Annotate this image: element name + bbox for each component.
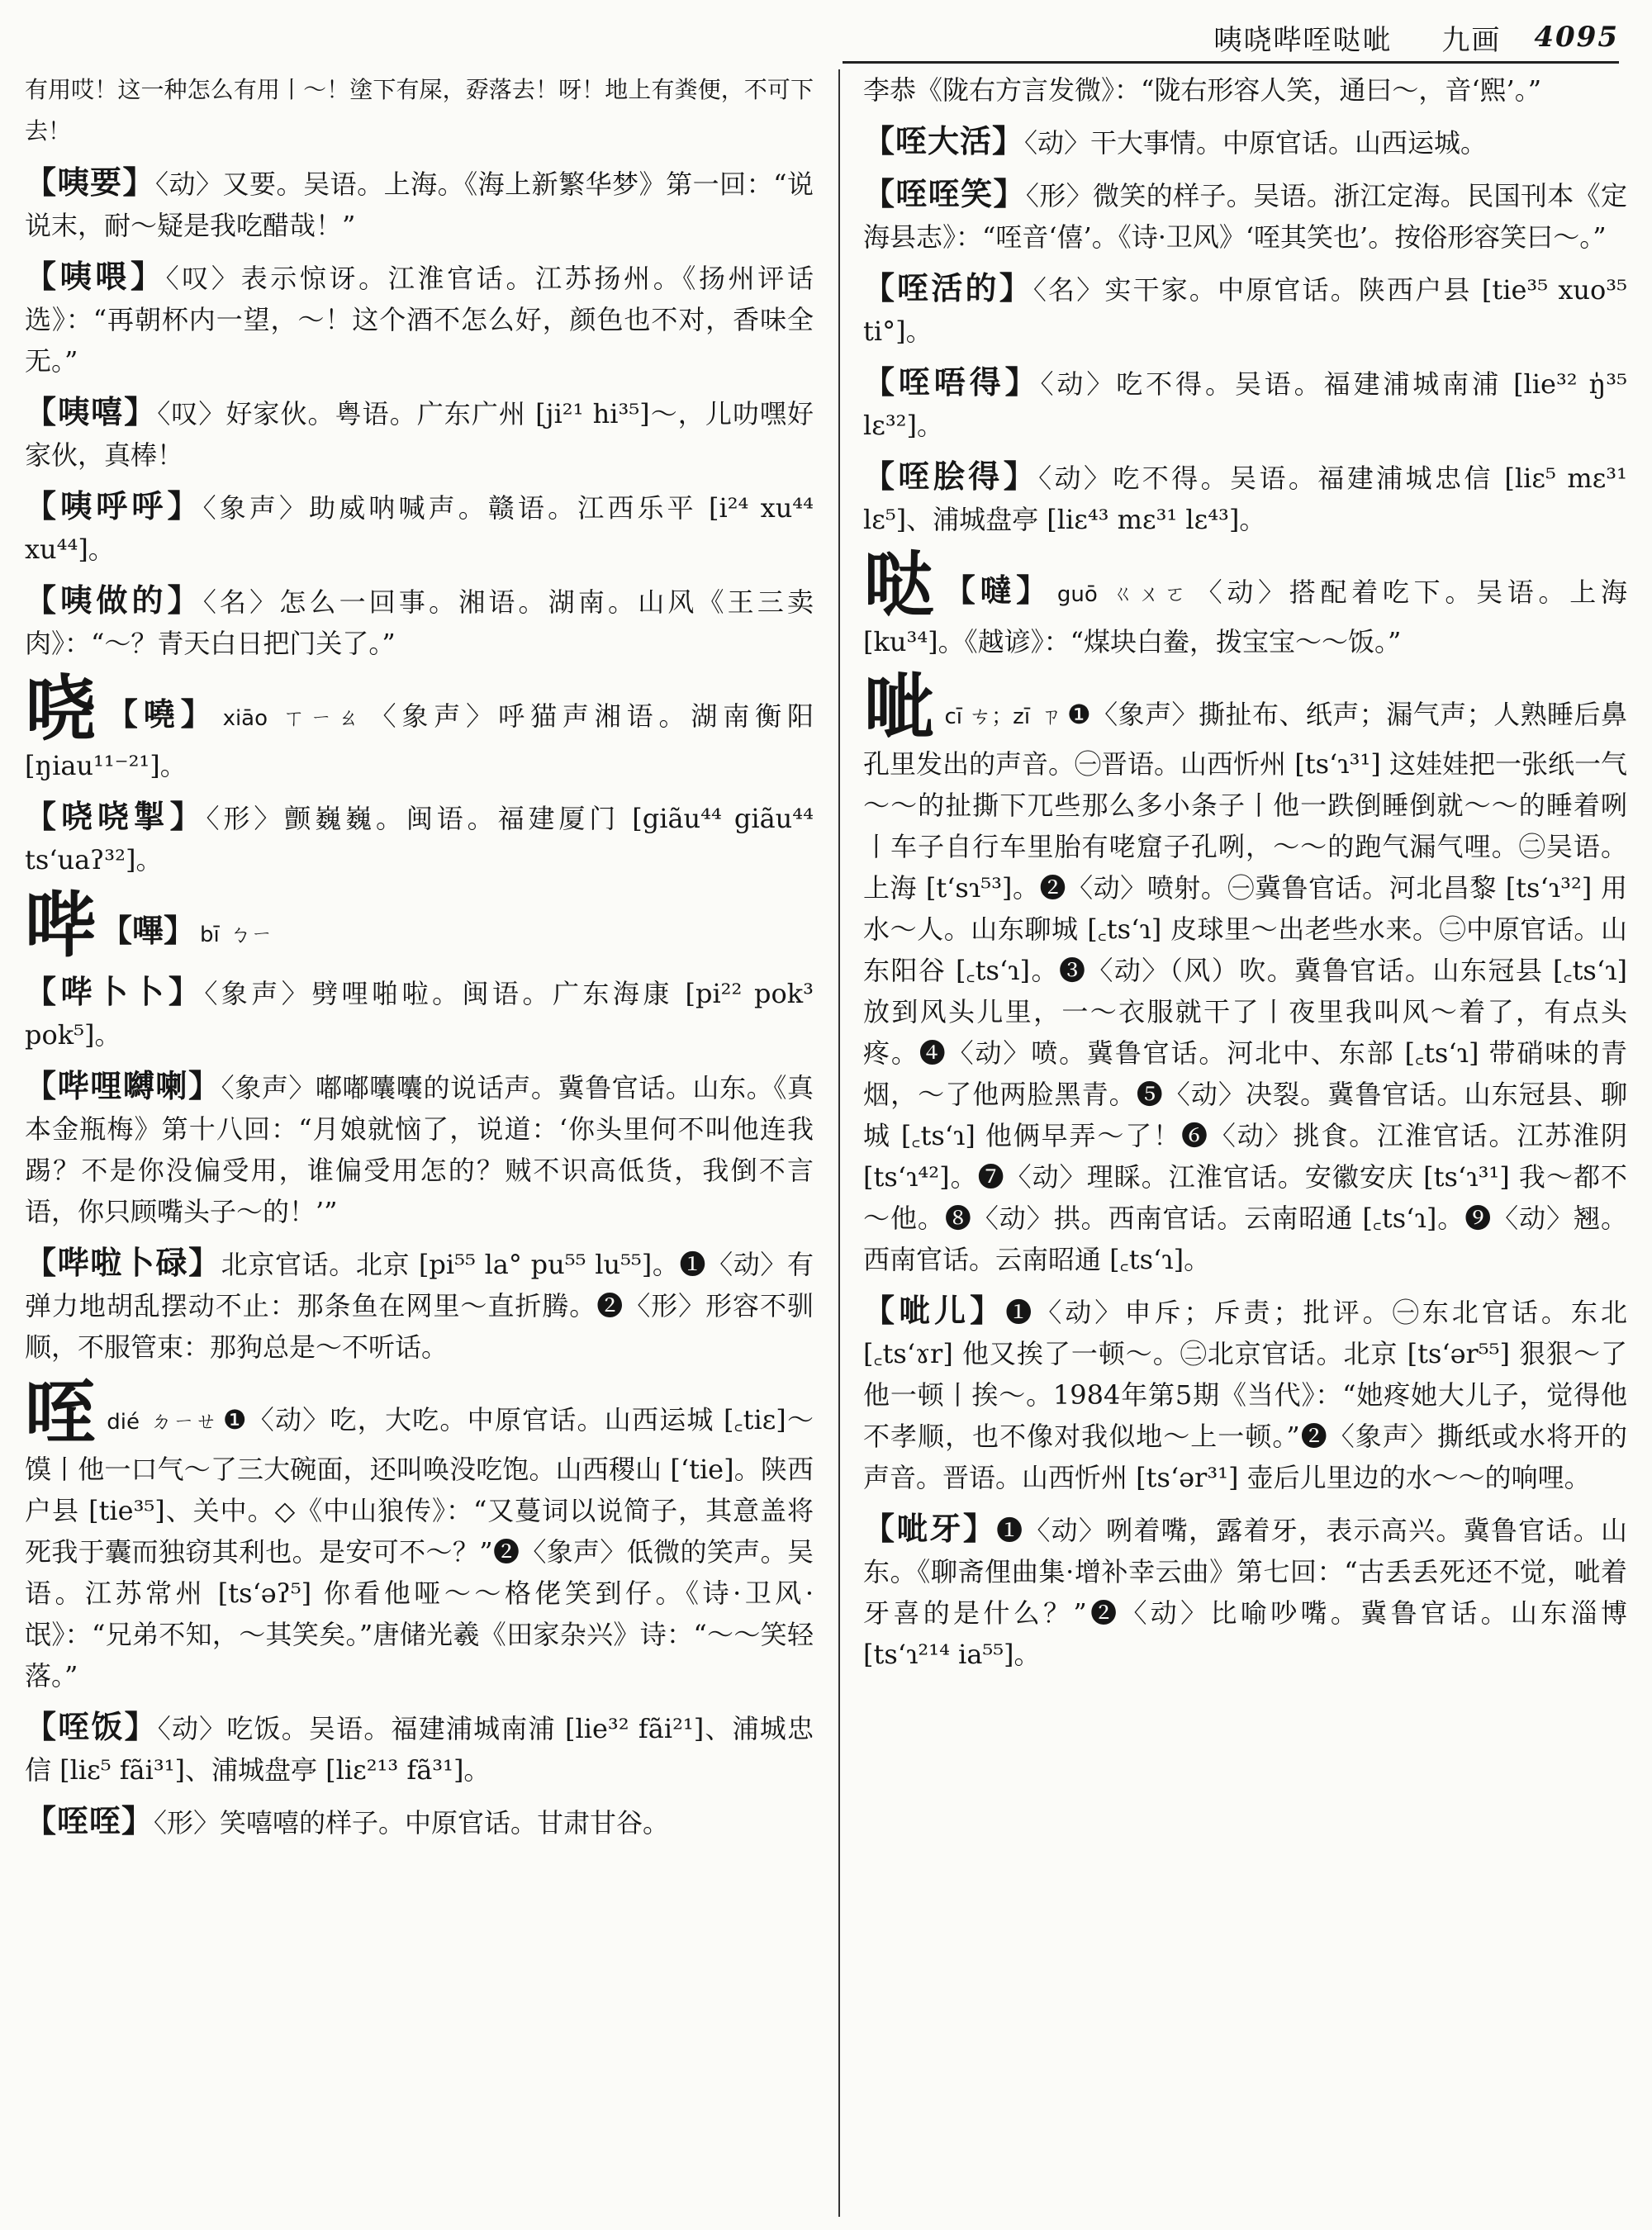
sub-entry	[863, 268, 1627, 352]
pinyin: xiāo	[222, 706, 268, 731]
entry-definition: 〈叹〉表示惊讶。江淮官话。江苏扬州。《扬州评话选》：“再朝杯内一望，～！这个酒不怎么好，颜色也不对，香味全无。”	[25, 263, 814, 377]
sub-entry	[25, 1706, 814, 1791]
entry-headword: 【 咥咥笑 】	[863, 175, 1026, 212]
sub-entry	[25, 1065, 814, 1232]
entry-definition: 北京官话。北京 [pi⁵⁵ la° pu⁵⁵ lu⁵⁵]。❶〈动〉有弹力地胡乱摆动不止：那条鱼在网里～直折腾。❷〈形〉形容不驯顺，不服管束：那狗总是～不听话。	[25, 1249, 814, 1363]
entry-character: 哔	[25, 884, 96, 967]
entry-headword: 【 哓哓掣 】	[25, 798, 206, 835]
entry-headword: 【 咦做的 】	[25, 581, 203, 619]
pinyin: bī	[200, 923, 220, 947]
sub-entry	[25, 1801, 814, 1843]
page-number: 4095	[1534, 21, 1619, 54]
entry-headword: 【 呲儿 】	[863, 1292, 1005, 1329]
entry-definition: 〈形〉笑嘻嘻的样子。中原官话。甘肃甘谷。	[154, 1807, 670, 1839]
entry-headword: 【 咦喂 】	[25, 258, 166, 295]
entry-headword: 【 咥咥 】	[25, 1802, 154, 1839]
entry-definition: 〈形〉颤巍巍。闽语。福建厦门 [giãu⁴⁴ giãu⁴⁴ ts‘uaʔ³²]。	[25, 803, 814, 875]
entry-definition: 〈象声〉助威呐喊声。赣语。江西乐平 [i²⁴ xu⁴⁴ xu⁴⁴]。	[25, 492, 814, 565]
main-entry	[25, 667, 814, 786]
sub-entry	[863, 1290, 1627, 1498]
entry-headword: 【 哔卜卜 】	[25, 973, 204, 1010]
entry-character: 哓	[25, 667, 102, 751]
entry-definition: 〈名〉实干家。中原官话。陕西户县 [tie³⁵ xuo³⁵ ti°]。	[863, 274, 1627, 347]
zhuyin: ㄍㄨㄛ	[1107, 582, 1191, 607]
entry-headword: 【 咦呼呼 】	[25, 487, 203, 524]
entry-definition: 〈象声〉嘟嘟囔囔的说话声。冀鲁官话。山东。《真本金瓶梅》第十八回：“月娘就恼了，说道：‘你头里何不叫他连我踢？不是你没偏受用，谁偏受用怎的？贼不识高低货，我倒不言语，你只顾嘴头子～的！’”	[25, 1072, 814, 1227]
entry-definition: 〈动〉吃饭。吴语。福建浦城南浦 [lie³² fãi²¹]、浦城忠信 [liɛ⁵ fãi³¹]、浦城盘亭 [liɛ²¹³ fã³¹]。	[25, 1713, 814, 1786]
sub-entry	[25, 796, 814, 880]
entry-definition: 〈动〉吃不得。吴语。福建浦城南浦 [lie³² ŋ̍³⁵ lɛ³²]。	[863, 368, 1627, 441]
entry-headword: 【 咥脍得 】	[863, 458, 1038, 495]
left-column	[25, 69, 814, 2217]
sub-entry	[25, 486, 814, 570]
zhuyin: ㄅㄧ	[229, 923, 273, 947]
entry-headword: 【 咥大活 】	[863, 122, 1024, 159]
entry-headword: 【 咥活的 】	[863, 269, 1033, 306]
main-entry	[863, 543, 1627, 662]
entry-definition: 〈象声〉劈哩啪啦。闽语。广东海康 [pi²² pok³ pok⁵]。	[25, 978, 814, 1051]
entry-character: 哒	[863, 543, 939, 627]
entry-character: 呲	[863, 666, 935, 749]
sub-entry	[25, 391, 814, 476]
entry-headword: 【 哔啦卜碌 】	[25, 1244, 221, 1281]
entry-headword: 【 咥饭 】	[25, 1708, 158, 1745]
entry-headword: 【 咦嘻 】	[25, 393, 157, 430]
column-divider	[838, 69, 840, 2217]
traditional-form: 【 噠 】	[944, 572, 1052, 609]
entry-character: 咥	[25, 1371, 97, 1454]
continuation-text: 李恭《陇右方言发微》：“陇右形容人笑，通曰～，音‘熙’。”	[863, 74, 1542, 106]
left-entries	[25, 162, 814, 1843]
entry-definition: 〈叹〉好家伙。粤语。广东广州 [ji²¹ hi³⁵]～，儿叻嘿好家伙，真棒！	[25, 398, 814, 471]
pinyin: cī ㄘ；zī	[944, 705, 1031, 729]
entry-headword: 【 咥唔得 】	[863, 363, 1041, 401]
sub-entry	[863, 456, 1627, 540]
pinyin: guō	[1056, 582, 1098, 607]
zhuyin: ㄗ	[1040, 705, 1062, 729]
entry-definition: ❶〈象声〉撕扯布、纸声；漏气声；人熟睡后鼻孔里发出的声音。㊀晋语。山西忻州 [ts‘ɿ³¹] 这娃娃把一张纸一气～～的扯撕下兀些那么多小条子丨他一跌倒睡倒就～～的睡着咧丨车子自行车里胎有咾窟子孔咧，～～的跑气漏气哩。㊁吴语。上海 [t‘sɿ⁵³]。❷〈动〉喷射。㊀冀鲁官话。河北昌黎 [ts‘ɿ³²] 用水～人。山东聊城 [꜀ts‘ɿ] 皮球里～出老些水来。㊁中原官话。山东阳谷 [꜀ts‘ɿ]。❸〈动〉（风）吹。冀鲁官话。山东冠县 [꜀ts‘ɿ] 放到风头儿里，一～衣服就干了丨夜里我叫风～着了，有点头疼。❹〈动〉喷。冀鲁官话。河北中、东部 [꜀ts‘ɿ] 带硝味的青烟，～了他两脸黑青。❺〈动〉决裂。冀鲁官话。山东冠县、聊城 [꜀ts‘ɿ] 他俩早弄～了！❻〈动〉挑食。江淮官话。江苏淮阴 [ts‘ɿ⁴²]。❼〈动〉理睬。江淮官话。安徽安庆 [ts‘ɿ³¹] 我～都不～他。❽〈动〉拱。西南官话。云南昭通 [꜀ts‘ɿ]。❾〈动〉翘。西南官话。云南昭通 [꜀ts‘ɿ]。	[863, 699, 1627, 1275]
header-section: 九画	[1441, 23, 1502, 57]
entry-headword: 【 呲牙 】	[863, 1510, 996, 1547]
zhuyin: ㄒㄧㄠ	[278, 706, 365, 731]
sub-entry	[25, 162, 814, 246]
sub-entry	[25, 971, 814, 1056]
entry-definition: 〈动〉吃不得。吴语。福建浦城忠信 [liɛ⁵ mɛ³¹ lɛ⁵]、浦城盘亭 [liɛ⁴³ mɛ³¹ lɛ⁴³]。	[863, 463, 1627, 535]
continuation-text: 有用哎！这一种怎么有用丨～！塗下有屎，孬落去！呀！地上有粪便，不可下去！	[25, 76, 814, 145]
main-entry	[863, 666, 1627, 1280]
entry-headword: 【 哔哩嚩喇 】	[25, 1067, 221, 1104]
pinyin: dié	[107, 1410, 140, 1435]
sub-entry	[25, 580, 814, 664]
traditional-form: 【 嗶 】	[101, 912, 195, 949]
entry-definition: 〈动〉又要。吴语。上海。《海上新繁华梦》第一回：“说说末，耐～疑是我吃醋哉！”	[25, 168, 814, 241]
page-header	[843, 13, 1619, 64]
traditional-form: 【 嘵 】	[107, 695, 218, 733]
entry-definition: 〈名〉怎么一回事。湘语。湖南。山风《王三卖肉》：“～？青天白日把门关了。”	[25, 586, 814, 659]
entry-definition: ❶〈动〉咧着嘴，露着牙，表示高兴。冀鲁官话。山东。《聊斋俚曲集·增补幸云曲》第七回：“古丢丢死还不觉，呲着牙喜的是什么？”❷〈动〉比喻吵嘴。冀鲁官话。山东淄博 [ts‘ɿ²¹⁴ ia⁵⁵]。	[863, 1515, 1627, 1670]
entry-definition: 〈象声〉呼猫声湘语。湖南衡阳 [ŋiau¹¹⁻²¹]。	[25, 700, 814, 781]
header-characters: 咦哓哔咥哒呲	[1213, 23, 1393, 57]
sub-entry	[863, 1508, 1627, 1675]
sub-entry	[25, 256, 814, 382]
entry-definition: 〈动〉搭配着吃下。吴语。上海 [ku³⁴]。《越谚》：“煤块白鲞，拨宝宝～～饭。”	[863, 576, 1627, 657]
right-column	[863, 69, 1627, 2217]
main-entry	[25, 1371, 814, 1696]
sub-entry	[863, 121, 1627, 164]
zhuyin: ㄉㄧㄝ	[149, 1410, 218, 1435]
main-entry	[25, 884, 814, 967]
entry-definition: ❶〈动〉申斥；斥责；批评。㊀东北官话。东北 [꜀ts‘ɤr] 他又挨了一顿～。㊁北京官话。北京 [ts‘ər⁵⁵] 狠狠～了他一顿丨挨～。1984年第5期《当代》：“她疼她大儿子，觉得他不孝顺，也不像对我似地～上一顿。”❷〈象声〉撕纸或水将开的声音。晋语。山西忻州 [ts‘ər³¹] 壶后儿里边的水～～的响哩。	[863, 1297, 1627, 1493]
entry-definition: ❶〈动〉吃，大吃。中原官话。山西运城 [꜀tiɛ]～馍丨他一口气～了三大碗面，还叫唤没吃饱。山西稷山 [‘tie]。陕西户县 [tie³⁵]、关中。◇《中山狼传》：“又蔓词以说简子，其意盖将死我于囊而独窃其利也。是安可不～？”❷〈象声〉低微的笑声。吴语。江苏常州 [ts‘əʔ⁵] 你看他哑～～格佬笑到仔。《诗·卫风·氓》：“兄弟不知，～其笑矣。”唐储光羲《田家杂兴》诗：“～～笑轻落。”	[25, 1404, 814, 1691]
right-entries	[863, 121, 1627, 1675]
entry-definition: 〈动〉干大事情。中原官话。山西运城。	[1024, 127, 1488, 159]
sub-entry	[863, 173, 1627, 258]
sub-entry	[25, 1242, 814, 1368]
entry-headword: 【 咦要 】	[25, 164, 155, 201]
entry-definition: 〈形〉微笑的样子。吴语。浙江定海。民国刊本《定海县志》：“咥音‘僖’。《诗·卫风》‘咥其笑也’。按俗形容笑曰～。”	[863, 180, 1627, 253]
sub-entry	[863, 362, 1627, 446]
